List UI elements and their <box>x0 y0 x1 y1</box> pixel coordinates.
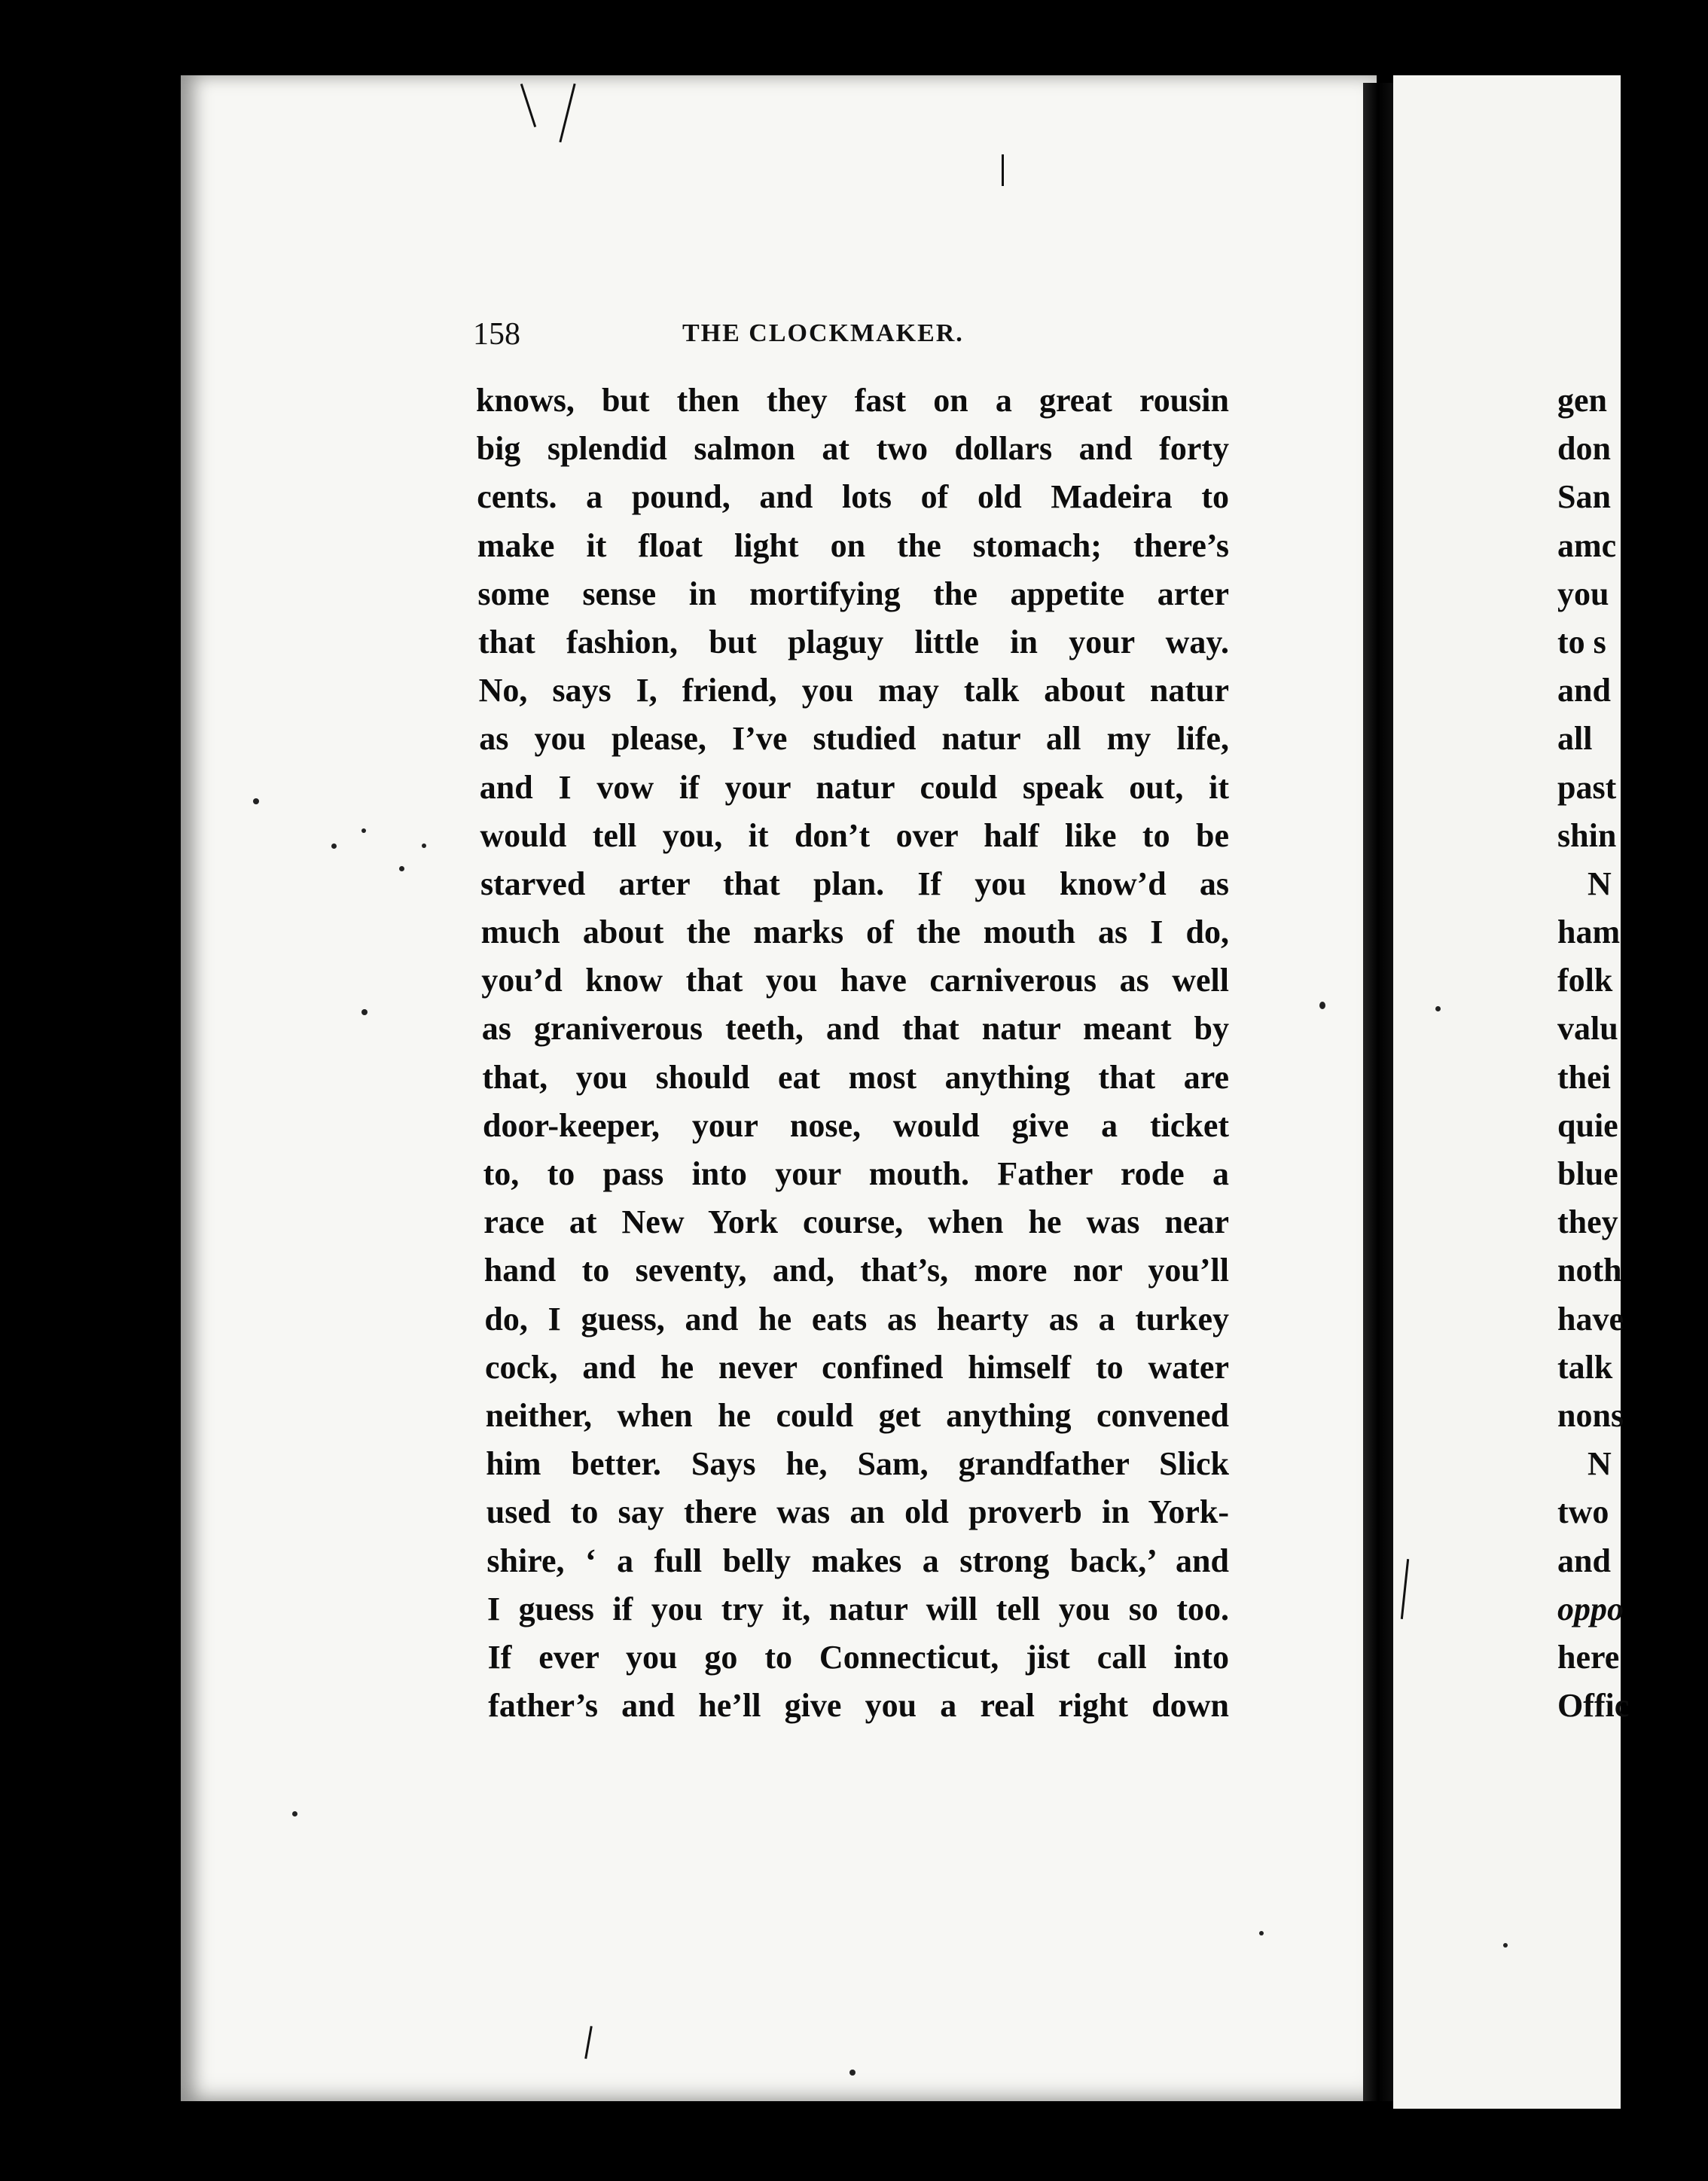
right-page-line: and <box>1557 1542 1611 1579</box>
scan-speck <box>292 1811 297 1816</box>
text-line: him better. Says he, Sam, grandfather Slick <box>486 1445 1229 1483</box>
right-page-line: here <box>1557 1638 1620 1676</box>
text-line: much about the marks of the mouth as I do, <box>480 914 1229 951</box>
scan-speck <box>849 2070 856 2076</box>
right-page <box>1393 75 1630 2109</box>
text-line: father’s and he’ll give you a real right down <box>488 1687 1229 1725</box>
right-page-line: past <box>1557 768 1617 806</box>
text-line: make it float light on the stomach; there’s <box>477 526 1229 564</box>
text-line: you’d know that you have carniverous as well <box>481 962 1229 999</box>
scan-speck <box>1259 1931 1264 1935</box>
right-page-line: you <box>1557 575 1609 612</box>
text-line: as graniverous teeth, and that natur meant by <box>481 1010 1229 1048</box>
text-line: hand to seventy, and, that’s, more nor you’ll <box>483 1252 1229 1289</box>
right-page-line: two <box>1557 1493 1609 1531</box>
body-text <box>476 377 1229 1730</box>
right-page-line: amc <box>1557 526 1617 564</box>
text-line: No, says I, friend, you may talk about natur <box>478 672 1229 709</box>
right-page-line: gen <box>1557 382 1607 419</box>
scan-speck <box>331 843 337 849</box>
text-line: used to say there was an old proverb in York- <box>486 1493 1229 1531</box>
text-line: that, you should eat most anything that are <box>482 1058 1229 1096</box>
scan-speck <box>399 866 404 871</box>
right-page-line: valu <box>1557 1010 1618 1048</box>
text-line: some sense in mortifying the appetite arter <box>477 575 1229 612</box>
text-line: as you please, I’ve studied natur all my life, <box>479 720 1229 758</box>
right-page-line: talk <box>1557 1348 1613 1386</box>
text-line: door-keeper, your nose, would give a ticket <box>483 1106 1229 1144</box>
right-page-line: to s <box>1557 623 1606 660</box>
text-line: would tell you, it don’t over half like to be <box>480 816 1229 854</box>
scan-speck <box>1503 1943 1508 1948</box>
text-line: and I vow if your natur could speak out, it <box>479 768 1229 806</box>
right-page-line: folk <box>1557 962 1613 999</box>
text-line: that fashion, but plaguy little in your way. <box>478 623 1229 660</box>
text-line: race at New York course, when he was near <box>483 1203 1229 1241</box>
right-page-line: oppo <box>1557 1590 1624 1627</box>
book-gutter <box>1363 83 1396 2101</box>
scan-speck <box>1435 1006 1441 1011</box>
text-line: starved arter that plan. If you know’d as <box>480 865 1229 902</box>
page-number: 158 <box>473 317 520 352</box>
right-page-line: N <box>1588 865 1612 902</box>
scan-speck <box>422 843 426 848</box>
right-page-line: shin <box>1557 816 1617 854</box>
right-page-line: San <box>1557 478 1611 516</box>
right-page-line: quie <box>1557 1106 1618 1144</box>
right-page-line: N <box>1588 1445 1612 1483</box>
text-line: cock, and he never confined himself to water <box>485 1348 1229 1386</box>
right-page-line: noth <box>1557 1252 1622 1289</box>
right-page-line: blue <box>1557 1155 1618 1192</box>
scan-speck <box>361 1009 368 1015</box>
page-header <box>473 316 1226 354</box>
text-line: neither, when he could get anything convened <box>485 1396 1229 1434</box>
scan-speck <box>1319 1002 1325 1009</box>
text-line: I guess if you try it, natur will tell you so too. <box>487 1590 1229 1627</box>
scan-mark <box>1002 154 1004 186</box>
right-page-line: don <box>1557 430 1611 468</box>
text-line: shire, ‘ a full belly makes a strong back,’ and <box>486 1542 1229 1579</box>
text-line: to, to pass into your mouth. Father rode a <box>483 1155 1229 1192</box>
text-line: If ever you go to Connecticut, jist call into <box>487 1638 1229 1676</box>
text-line: cents. a pound, and lots of old Madeira to <box>477 478 1229 516</box>
right-page-text <box>1557 377 1708 1730</box>
text-line: knows, but then they fast on a great rousin <box>476 382 1229 419</box>
right-page-line: nons <box>1557 1396 1624 1434</box>
right-page-line: Offic <box>1557 1687 1630 1725</box>
right-page-line: all <box>1557 720 1593 758</box>
right-page-line: have <box>1557 1300 1624 1338</box>
right-page-line: thei <box>1557 1058 1611 1096</box>
text-line: big splendid salmon at two dollars and forty <box>476 430 1229 468</box>
right-page-line: ham <box>1557 914 1621 951</box>
running-head: THE CLOCKMAKER. <box>682 319 964 347</box>
right-page-line: and <box>1557 672 1611 709</box>
scan-speck <box>361 828 366 833</box>
right-page-line: they <box>1557 1203 1618 1241</box>
text-line: do, I guess, and he eats as hearty as a turkey <box>484 1300 1229 1338</box>
scan-speck <box>253 798 259 804</box>
